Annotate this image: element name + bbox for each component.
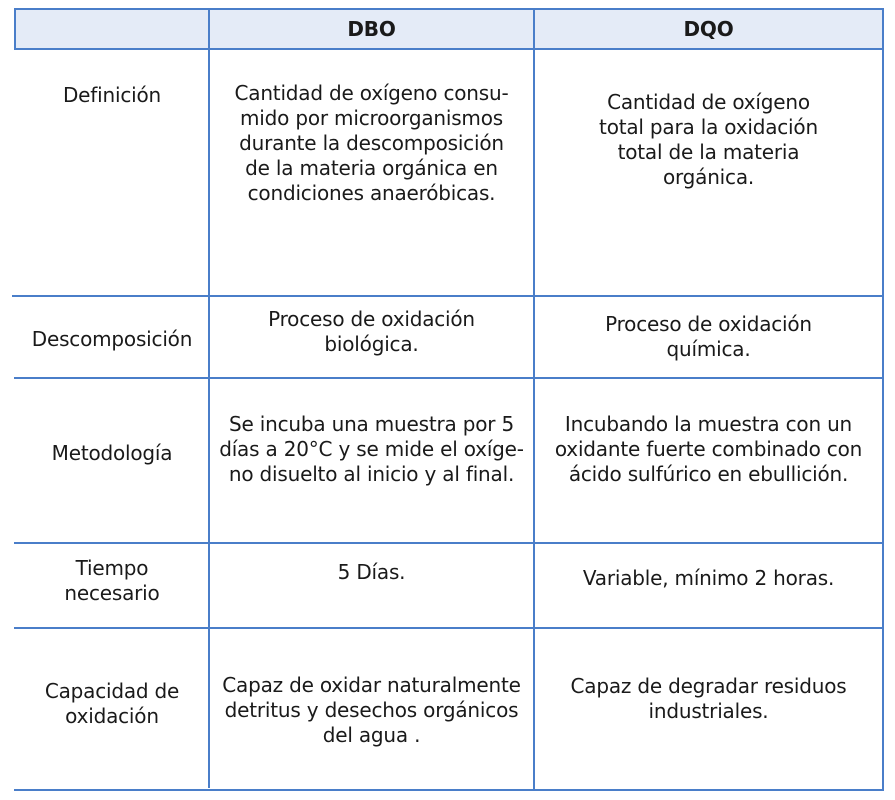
cell-dbo-definicion: Cantidad de oxígeno consu- mido por microorganismos durante la descomposición de la materia orgánica en condiciones anaeróbicas. xyxy=(234,81,509,205)
row-label-metodologia: Metodología xyxy=(51,441,173,465)
row-divider-1 xyxy=(12,295,884,297)
row-divider-3 xyxy=(14,542,884,544)
cell-dqo-metodologia: Incubando la muestra con un oxidante fuerte combinado con ácido sulfúrico en ebullición. xyxy=(554,411,863,486)
cell-dqo-descomposicion: Proceso de oxidación química. xyxy=(605,312,812,361)
header-cell-dbo: DBO xyxy=(347,16,396,41)
header-cell-dqo: DQO xyxy=(683,16,734,41)
table-border-right xyxy=(882,8,884,791)
table-border-header xyxy=(14,48,884,50)
cell-dqo-tiempo: Variable, mínimo 2 horas. xyxy=(582,566,835,590)
cell-dbo-metodologia: Se incuba una muestra por 5 días a 20°C y se mide el oxíge- no disuelto al inicio y al final. xyxy=(219,411,524,486)
row-label-definicion: Definición xyxy=(62,83,161,107)
row-label-descomposicion: Descomposición xyxy=(31,327,193,351)
cell-dqo-definicion: Cantidad de oxígeno total para la oxidación total de la materia orgánica. xyxy=(599,90,818,189)
row-divider-2 xyxy=(14,377,884,379)
cell-dqo-capacidad: Capaz de degradar residuos industriales. xyxy=(570,674,847,723)
cell-dbo-descomposicion: Proceso de oxidación biológica. xyxy=(268,307,475,356)
cell-dbo-capacidad: Capaz de oxidar naturalmente detritus y desechos orgánicos del agua . xyxy=(222,672,521,747)
row-label-tiempo-necesario: Tiempo necesario xyxy=(64,556,160,605)
table-border-bottom xyxy=(14,789,884,791)
row-divider-4 xyxy=(14,627,884,629)
row-label-capacidad-oxidacion: Capacidad de oxidación xyxy=(44,679,180,728)
cell-dbo-tiempo: 5 Días. xyxy=(337,560,406,584)
header-cell-blank xyxy=(16,10,208,48)
